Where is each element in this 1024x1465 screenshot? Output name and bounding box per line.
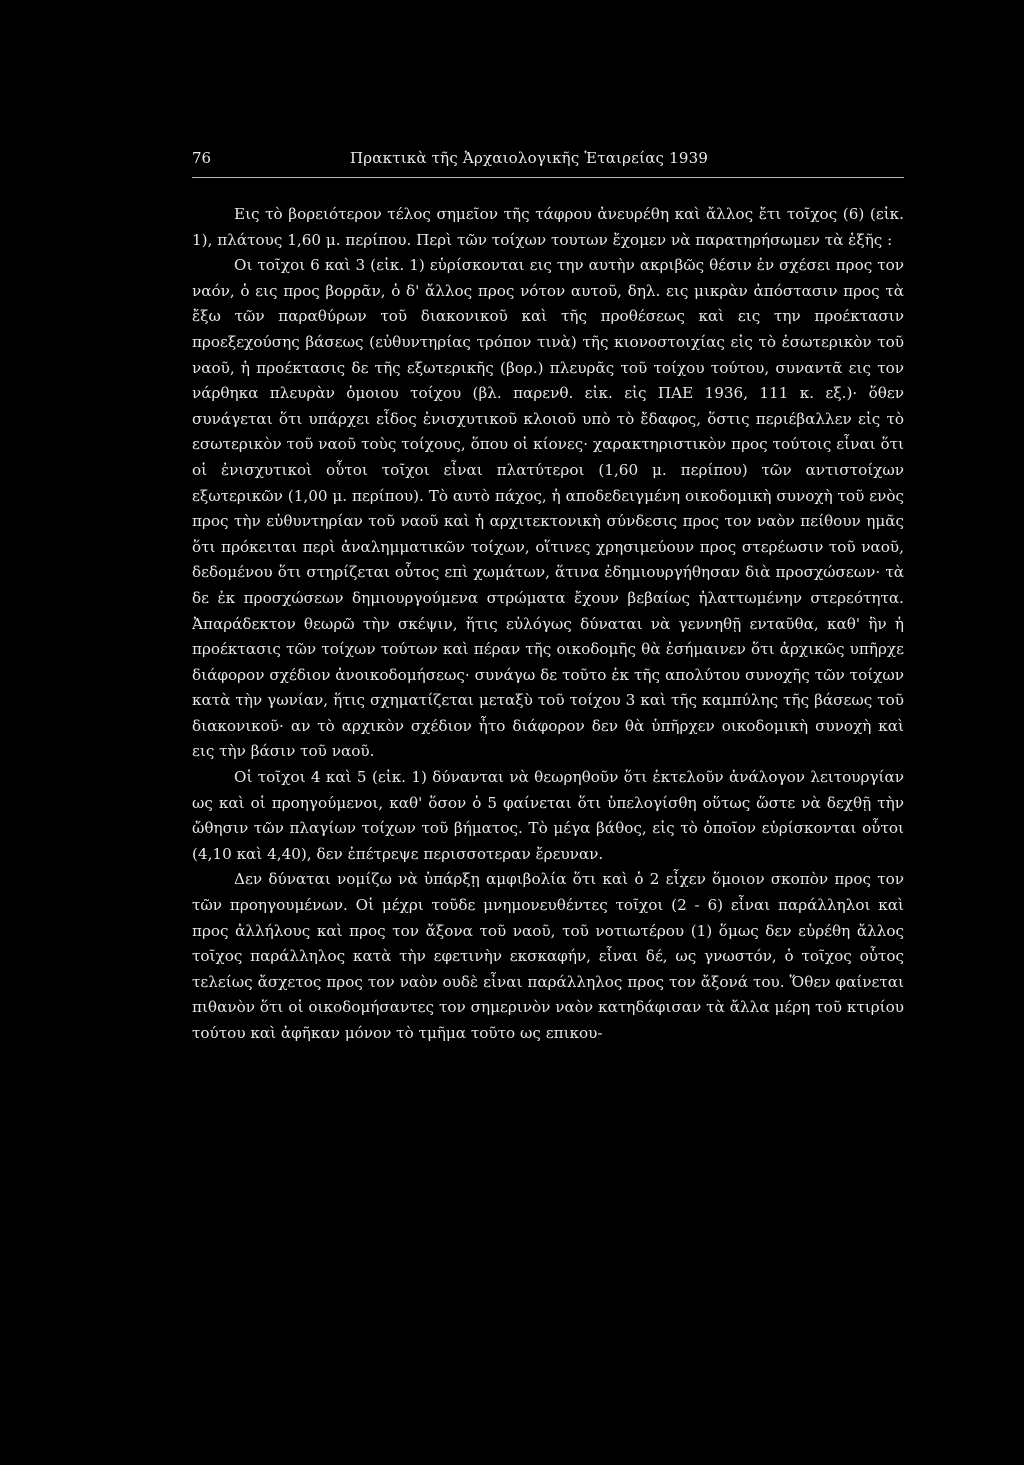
paragraph-1: Εις τὸ βορειότερον τέλος σημεῖον τῆς τάφρου ἀνευρέθη καὶ ἄλλος ἔτι τοῖχος (6) (εἰκ. 1), πλάτους 1,60 μ. περίπου. Περὶ τῶν τοίχων τουτων ἔχομεν νὰ παρατηρήσωμεν τὰ ἑξῆς : (192, 205, 904, 249)
header-rule (192, 177, 904, 178)
body-text (192, 202, 904, 1047)
page-number: 76 (192, 149, 212, 167)
running-head (192, 146, 904, 170)
running-title: Πρακτικὰ τῆς Ἀρχαιολογικῆς Ἑταιρείας 1939 (350, 149, 709, 167)
paragraph-4: Δεν δύναται νομίζω νὰ ὑπάρξῃ αμφιβολία ὅτι καὶ ὁ 2 εἶχεν ὅμοιον σκοπὸν προς τον τῶν προηγουμένων. Οἱ μέχρι τοῦδε μνημονευθέντες τοῖχοι (2 - 6) εἶναι παράλληλοι καὶ προς ἀλλήλους καὶ προς τον ἄξονα τοῦ ναοῦ, τοῦ νοτιωτέρου (1) ὅμως δεν εὑρέθη ἄλλος τοῖχος παράλληλος κατὰ τὴν εφετινὴν εκσκαφήν, εἶναι δέ, ως γνωστόν, ὁ τοῖχος οὗτος τελείως ἄσχετος προς τον ναὸν ουδὲ εἶναι παράλληλος προς τον ἄξονά του. Ὅθεν φαίνεται πιθανὸν ὅτι οἱ οικοδομήσαντες τον σημερινὸν ναὸν κατηδάφισαν τὰ ἄλλα μέρη τοῦ κτιρίου τούτου καὶ ἀφῆκαν μόνον τὸ τμῆμα τοῦτο ως επικου- (192, 870, 904, 1042)
paragraph-3: Οἱ τοῖχοι 4 καὶ 5 (εἰκ. 1) δύνανται νὰ θεωρηθοῦν ὅτι ἐκτελοῦν ἀνάλογον λειτουργίαν ως καὶ οἱ προηγούμενοι, καθ' ὅσον ὁ 5 φαίνεται ὅτι ὑπελογίσθη οὕτως ὥστε νὰ δεχθῇ τὴν ὤθησιν τῶν πλαγίων τοίχων τοῦ βήματος. Τὸ μέγα βάθος, εἰς τὸ ὁποῖον εὑρίσκονται οὗτοι (4,10 καὶ 4,40), δεν ἐπέτρεψε περισσοτεραν ἔρευναν. (192, 768, 904, 863)
paragraph-2: Οι τοῖχοι 6 καὶ 3 (εἰκ. 1) εὑρίσκονται εις την αυτὴν ακριβῶς θέσιν ἐν σχέσει προς τον ναόν, ὁ εις προς βορρᾶν, ὁ δ' ἄλλος προς νότον αυτοῦ, δηλ. εις μικρὰν ἀπόστασιν προς τὰ ἔξω τῶν παραθύρων τοῦ διακονικοῦ καὶ τῆς προθέσεως καὶ εις την προέκτασιν προεξεχούσης βάσεως (εὐθυντηρίας τρόπον τινὰ) τῆς κιονοστοιχίας εἰς τὸ ἐσωτερικὸν τοῦ ναοῦ, ἡ προέκτασις δε τῆς εξωτερικῆς (βορ.) πλευρᾶς τοῦ τοίχου τούτου, συναντᾶ εις τον νάρθηκα πλευρὰν ὁμοιου τοίχου (βλ. παρενθ. εἰκ. εἰς ΠΑΕ 1936, 111 κ. εξ.)· ὅθεν συνάγεται ὅτι υπάρχει εἶδος ἐνισχυτικοῦ κλοιοῦ υπὸ τὸ ἔδαφος, ὅστις περιέβαλλεν εἰς τὸ εσωτερικὸν τοῦ ναοῦ τοὺς τοίχους, ὅπου οἱ κίονες· χαρακτηριστικὸν προς τούτοις εἶναι ὅτι οἱ ἐνισχυτικοὶ οὗτοι τοῖχοι εἶναι πλατύτεροι (1,60 μ. περίπου) τῶν αντιστοίχων εξωτερικῶν (1,00 μ. περίπου). Τὸ αυτὸ πάχος, ἡ αποδεδειγμένη οικοδομικὴ συνοχὴ τοῦ ενὸς προς τὴν εὐθυντηρίαν τοῦ ναοῦ καὶ ἡ αρχιτεκτονικὴ σύνδεσις προς τον ναὸν πείθουν ημᾶς ὅτι πρόκειται περὶ ἀναλημματικῶν τοίχων, οἵτινες χρησιμεύουν προς στερέωσιν τοῦ ναοῦ, δεδομένου ὅτι στηρίζεται οὗτος επὶ χωμάτων, ἅτινα ἐδημιουργήθησαν διὰ προσχώσεων· τὰ δε ἐκ προσχώσεων δημιουργούμενα στρώματα ἔχουν βεβαίως ἠλαττωμένην στερεότητα. Ἀπαράδεκτον θεωρῶ τὴν σκέψιν, ἥτις εὐλόγως δύναται νὰ γεννηθῇ ενταῦθα, καθ' ἣν ἡ προέκτασις τῶν τοίχων τούτων καὶ πέραν τῆς οικοδομῆς θὰ ἐσήμαινεν ὅτι ἀρχικῶς υπῆρχε διάφορον σχέδιον ἀνοικοδομήσεως· συνάγω δε τοῦτο ἐκ τῆς απολύτου συνοχῆς τῶν τοίχων κατὰ τὴν γωνίαν, ἥτις σχηματίζεται μεταξὺ τοῦ τοίχου 3 καὶ τῆς καμπύλης τῆς βάσεως τοῦ διακονικοῦ· αν τὸ αρχικὸν σχέδιον ἦτο διάφορον δεν θὰ ὑπῆρχεν οικοδομικὴ συνοχὴ καὶ εις τὴν βάσιν τοῦ ναοῦ. (192, 256, 904, 761)
